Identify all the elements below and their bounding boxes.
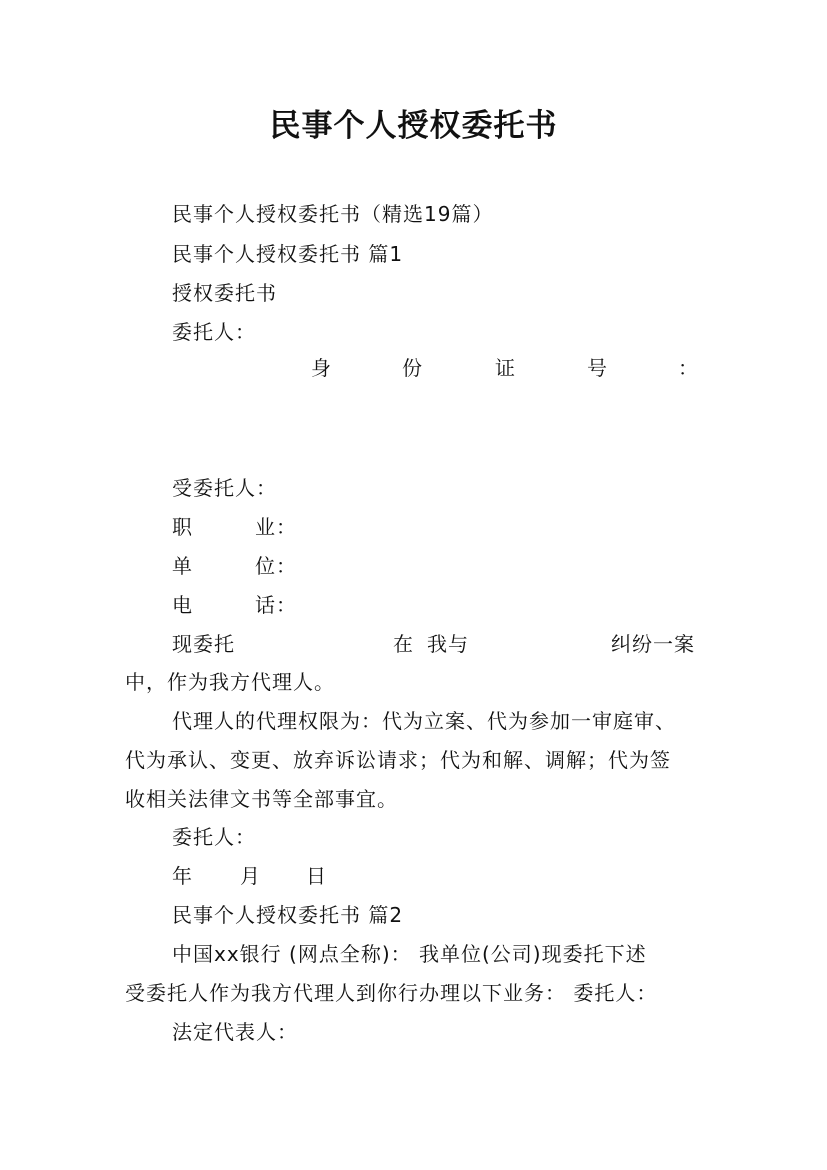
id-label-char: ： [678, 356, 698, 380]
phone-field [172, 589, 297, 618]
authority-paragraph-line2: 代为承认、变更、放弃诉讼请求；代为和解、调解；代为签 [125, 748, 671, 772]
letter-title: 授权委托书 [172, 281, 277, 305]
entrust-continuation: 中，作为我方代理人。 [125, 670, 335, 694]
occupation-field [172, 511, 297, 540]
id-label-char: 号 [587, 356, 607, 380]
date-day: 日 [306, 864, 327, 888]
date-month: 月 [240, 864, 261, 888]
employer-label-b: 位： [255, 554, 297, 578]
occupation-label-b: 业： [255, 515, 297, 539]
authority-paragraph-line3: 收相关法律文书等全部事宜。 [125, 787, 398, 811]
section2-heading: 民事个人授权委托书 篇2 [172, 903, 404, 927]
document-title: 民事个人授权委托书 [269, 108, 558, 144]
occupation-label-a: 职 [172, 515, 193, 539]
entrust-part: 在 [393, 632, 414, 656]
section1-heading: 民事个人授权委托书 篇1 [172, 242, 404, 266]
phone-label-a: 电 [172, 593, 193, 617]
legal-rep-label: 法定代表人： [172, 1020, 298, 1044]
entrust-part: 纠纷一案 [611, 632, 695, 656]
subtitle: 民事个人授权委托书（精选19篇） [172, 202, 494, 226]
employer-label-a: 单 [172, 554, 193, 578]
bank-line: 中国xx银行 (网点全称)： 我单位(公司)现委托下述 [172, 942, 647, 966]
employer-field [172, 550, 297, 579]
bank-continuation: 受委托人作为我方代理人到你行办理以下业务： 委托人： [125, 981, 658, 1005]
id-label-char: 身 [311, 356, 331, 380]
id-label-char: 份 [402, 356, 422, 380]
agent-label: 受委托人： [172, 476, 277, 500]
entrust-part: 我与 [427, 632, 469, 656]
signature-label: 委托人： [172, 825, 256, 849]
date-year: 年 [172, 864, 193, 888]
entrust-part: 现委托 [172, 632, 235, 656]
phone-label-b: 话： [255, 593, 297, 617]
authority-paragraph-line1: 代理人的代理权限为：代为立案、代为参加一审庭审、 [172, 709, 676, 733]
id-label-char: 证 [495, 356, 515, 380]
principal-label: 委托人： [172, 320, 256, 344]
